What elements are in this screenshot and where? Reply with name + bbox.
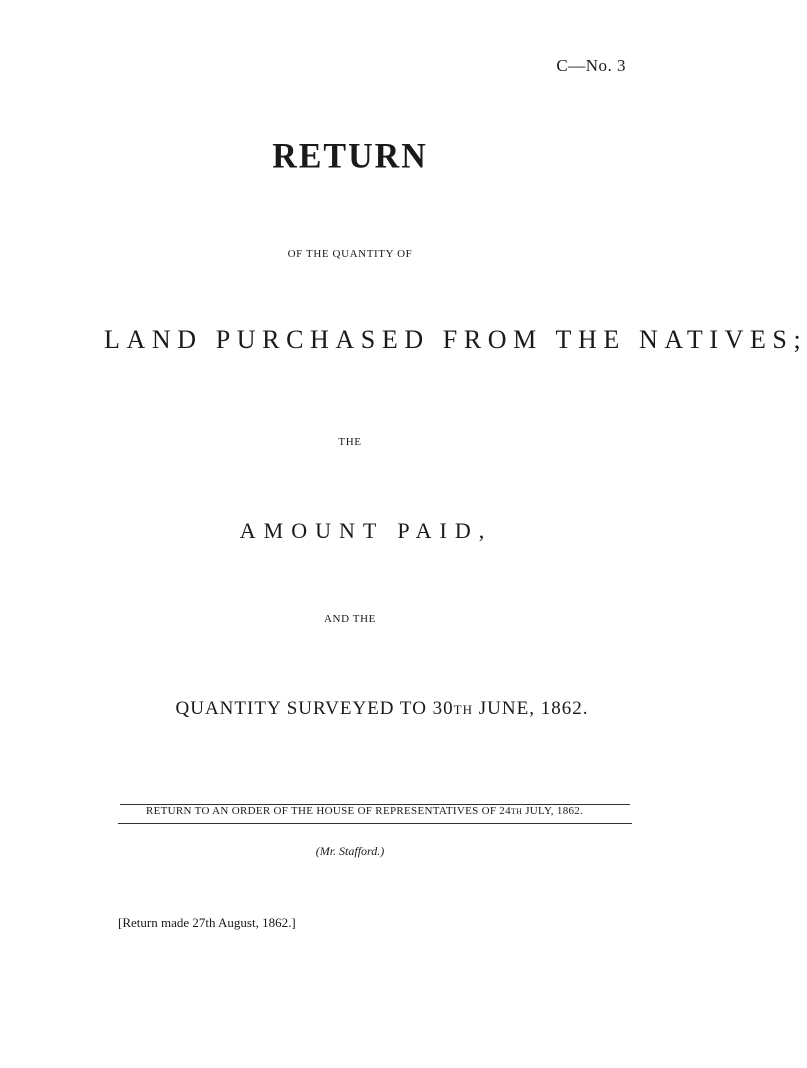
order-suffix: JULY, 1862.: [522, 805, 584, 817]
quantity-prefix: QUANTITY SURVEYED TO 30: [175, 698, 454, 719]
order-superscript: TH: [510, 807, 523, 816]
title-amount-paid: AMOUNT PAID,: [239, 518, 493, 543]
title-subject: LAND PURCHASED FROM THE NATIVES;: [104, 325, 807, 354]
document-number: C—No. 3: [556, 56, 626, 75]
title-line-of-the-quantity-of: OF THE QUANTITY OF: [287, 248, 413, 260]
order-statement: [146, 805, 583, 817]
document-title: RETURN: [272, 137, 428, 176]
mover-name: (Mr. Stafford.): [315, 844, 385, 858]
return-made-date: [Return made 27th August, 1862.]: [118, 915, 296, 930]
title-line-the: THE: [338, 436, 362, 448]
order-prefix: RETURN TO AN ORDER OF THE HOUSE OF REPRESENTATIVES OF 24: [146, 805, 511, 817]
title-quantity-surveyed: [0, 698, 732, 720]
quantity-superscript: TH: [453, 702, 474, 717]
quantity-suffix: JUNE, 1862.: [473, 698, 589, 719]
title-line-and-the: AND THE: [324, 613, 376, 625]
order-rule-bottom: [118, 823, 632, 824]
